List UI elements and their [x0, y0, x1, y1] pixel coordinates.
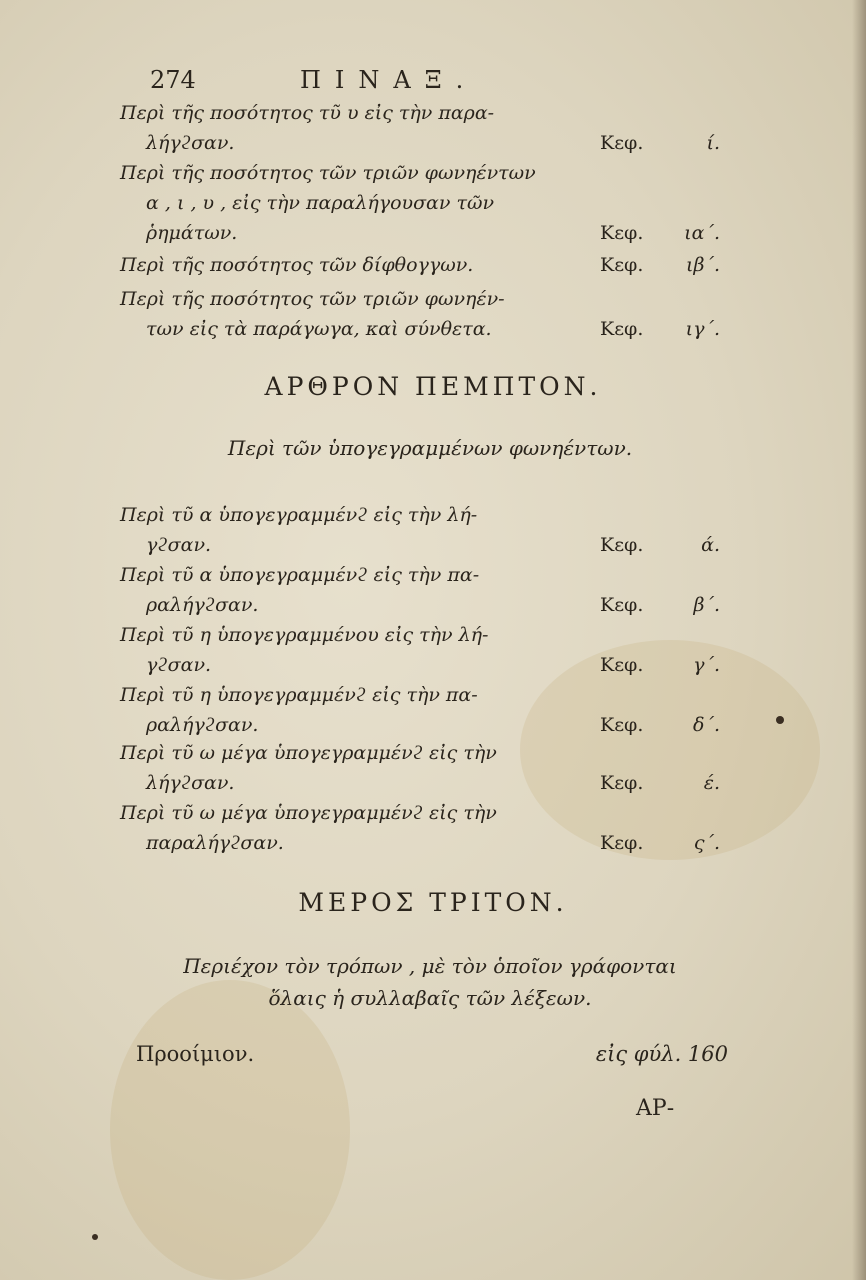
prooimion-label: Προοίμιον. — [136, 1042, 255, 1066]
entry-line: Περὶ τῆς ποσότητος τῦ υ εἰς τὴν παρα- — [120, 102, 495, 124]
entry-line: Περὶ τῆς ποσότητος τῶν δίφθογγων. — [120, 254, 474, 276]
entry-line: παραλήγϩσαν. — [146, 832, 284, 854]
entry-line: Περὶ τῦ η ὑπογεγραμμένου εἰς τὴν λή- — [120, 624, 489, 646]
part-subtitle-line: ὅλαις ἡ συλλαβαῖς τῶν λέξεων. — [268, 986, 592, 1010]
chapter-label: Κεφ. — [600, 132, 644, 154]
toc-entry — [120, 250, 720, 280]
chapter-label: Κεφ. — [600, 318, 644, 340]
part-subtitle-line: Περιέχον τὸν τρόπων , μὲ τὸν ὁποῖον γράφονται — [183, 954, 677, 978]
ink-spot — [776, 716, 784, 724]
toc-entry — [120, 798, 720, 858]
water-stain — [110, 980, 350, 1280]
entry-line: Περὶ τῦ α ὑπογεγραμμένϩ εἰς τὴν πα- — [120, 564, 480, 586]
entry-line: Περὶ τῦ ω μέγα ὑπογεγραμμένϩ εἰς τὴν — [120, 802, 497, 824]
toc-entry — [120, 620, 720, 680]
prooimion-entry — [136, 1042, 728, 1072]
chapter-label: Κεφ. — [600, 832, 644, 854]
chapter-number: ί. — [706, 132, 720, 154]
toc-entry — [120, 738, 720, 798]
entry-line: λήγϩσαν. — [146, 132, 235, 154]
chapter-label: Κεφ. — [600, 534, 644, 556]
entry-line: Περὶ τῆς ποσότητος τῶν τριῶν φωνηέντων — [120, 162, 536, 184]
chapter-label: Κεφ. — [600, 222, 644, 244]
entry-line: γϩσαν. — [146, 654, 212, 676]
chapter-label: Κεφ. — [600, 654, 644, 676]
chapter-number: ια΄. — [684, 222, 720, 244]
toc-entry — [120, 500, 720, 560]
entry-line: των εἰς τὰ παράγωγα, καὶ σύνθετα. — [146, 318, 492, 340]
section-heading: ΑΡΘΡΟΝ ΠΕΜΠΤΟΝ. — [264, 372, 602, 401]
part-heading: ΜΕΡΟΣ ΤΡΙΤΟΝ. — [298, 888, 568, 917]
catchword: ΑΡ- — [636, 1096, 675, 1121]
chapter-number: γ΄. — [693, 654, 720, 676]
part-subtitle — [150, 950, 710, 1014]
toc-entry — [120, 560, 720, 620]
page-number: 274 — [150, 66, 196, 94]
chapter-label: Κεφ. — [600, 772, 644, 794]
page-edge-shadow — [852, 0, 866, 1280]
chapter-number: ιβ΄. — [686, 254, 720, 276]
section-subtitle: Περὶ τῶν ὑπογεγραμμένων φωνηέντων. — [227, 436, 633, 460]
chapter-number: έ. — [703, 772, 720, 794]
entry-line: Περὶ τῆς ποσότητος τῶν τριῶν φωνηέν- — [120, 288, 505, 310]
entry-line: λήγϩσαν. — [146, 772, 235, 794]
chapter-number: ς΄. — [693, 832, 720, 854]
entry-line: ραλήγϩσαν. — [146, 594, 259, 616]
toc-entry — [120, 98, 720, 158]
page-title: ΠΙΝΑΞ. — [300, 66, 478, 94]
chapter-number: ιγ΄. — [685, 318, 720, 340]
entry-line: Περὶ τῦ η ὑπογεγραμμένϩ εἰς τὴν πα- — [120, 684, 478, 706]
entry-line: ραλήγϩσαν. — [146, 714, 259, 736]
entry-line: ῥημάτων. — [146, 222, 238, 244]
chapter-label: Κεφ. — [600, 594, 644, 616]
toc-entry — [120, 680, 720, 740]
entry-line: Περὶ τῦ ω μέγα ὑπογεγραμμένϩ εἰς τὴν — [120, 742, 497, 764]
ink-spot — [92, 1234, 98, 1240]
running-header — [150, 66, 710, 96]
chapter-label: Κεφ. — [600, 254, 644, 276]
chapter-label: Κεφ. — [600, 714, 644, 736]
chapter-number: β΄. — [693, 594, 720, 616]
toc-entry — [120, 284, 720, 344]
chapter-number: δ΄. — [693, 714, 720, 736]
prooimion-page-ref: εἰς φύλ. 160 — [595, 1042, 728, 1066]
entry-line: Περὶ τῦ α ὑπογεγραμμένϩ εἰς τὴν λή- — [120, 504, 478, 526]
entry-line: α , ι , υ , εἰς τὴν παραλήγουσαν τῶν — [146, 192, 495, 214]
chapter-number: ά. — [701, 534, 720, 556]
entry-line: γϩσαν. — [146, 534, 212, 556]
toc-entry — [120, 158, 720, 248]
